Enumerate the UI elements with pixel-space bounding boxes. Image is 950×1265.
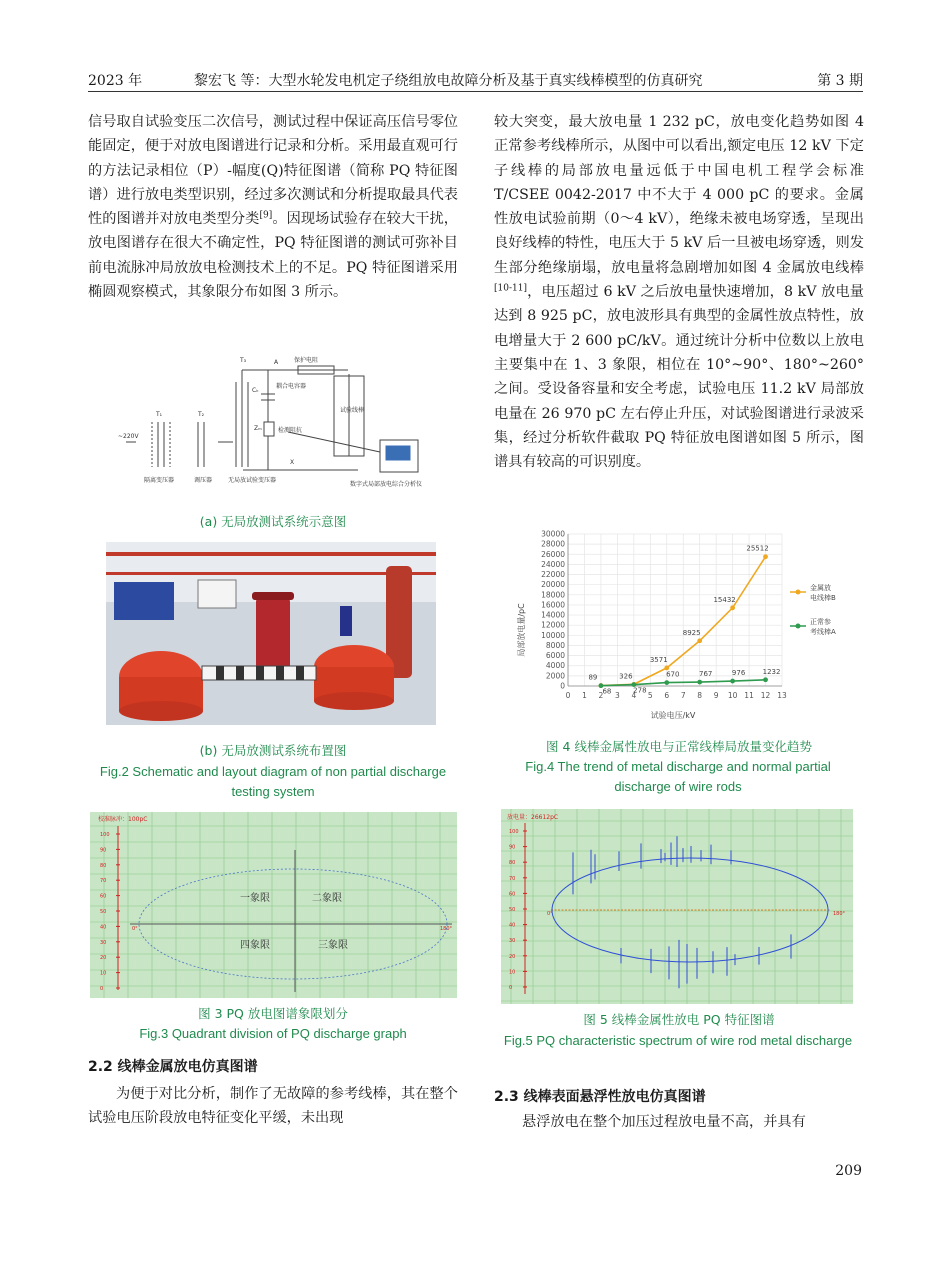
section-2-3-heading: 2.3 线棒表面悬浮性放电仿真图谱 xyxy=(494,1089,706,1105)
fig3-title: 校准脉冲：100pC xyxy=(98,816,148,823)
fig3-ytick: 30 xyxy=(100,939,107,946)
fig5-ytick: 70 xyxy=(509,875,516,882)
chart-ytick: 24000 xyxy=(541,559,565,569)
chart-ylabel: 局部放电量/pC xyxy=(517,603,526,657)
data-label: 25512 xyxy=(746,544,769,553)
chart-ytick: 16000 xyxy=(541,600,565,610)
chart-xtick: 5 xyxy=(647,691,653,700)
fig3-ytick: 90 xyxy=(100,847,107,854)
data-label: 976 xyxy=(731,669,746,678)
label-t1: T₁ xyxy=(156,411,163,418)
chart-ytick: 14000 xyxy=(541,610,565,620)
page-number: 209 xyxy=(835,1163,862,1179)
label-zm: Zₘ xyxy=(254,425,262,432)
chart-ytick: 18000 xyxy=(541,590,565,600)
data-label: 15432 xyxy=(713,595,736,604)
chart-xtick: 3 xyxy=(614,691,620,700)
label-a: A xyxy=(274,359,279,366)
fig4-caption-en: Fig.4 The trend of metal discharge and normal partial discharge of wire rods xyxy=(525,759,831,794)
fig5-pq-spectrum xyxy=(501,809,853,1004)
fig5-ytick: 90 xyxy=(509,844,516,851)
header-year: 2023 年 xyxy=(88,73,143,89)
chart-ytick: 30000 xyxy=(541,529,565,539)
chart-xtick: 11 xyxy=(744,691,754,700)
chart-xtick: 13 xyxy=(777,691,787,700)
citation-ref: [9] xyxy=(259,210,273,221)
fig3-ytick: 80 xyxy=(100,862,107,869)
label-t3: T₃ xyxy=(240,357,247,364)
data-point xyxy=(697,680,702,685)
data-label: 326 xyxy=(619,672,633,681)
chart-ytick: 6000 xyxy=(545,651,565,661)
quadrant-2-label: 二象限 xyxy=(312,893,342,904)
left-intro-paragraph: 信号取自试验变压二次信号，测试过程中保证高压信号零位能固定，便于对放电图谱进行记录和分析。采用最直观可行的方法记录相位（P）-幅度(Q)特征图谱（简称 PQ 特征图谱）进行放电类型识别，经过多次测试和分析提取最具代表性的图谱并对放电类型分类[9]。因现场试验存在较大干扰，放电图谱存在很大不确定性，PQ 特征图谱的测试可弥补目前电流脉冲局放放电检测技术上的不足。PQ 特征图谱采用椭圆观察模式，其象限分布如图 3 所示。 xyxy=(88,114,458,301)
fig3-caption-en: Fig.3 Quadrant division of PQ discharge graph xyxy=(139,1026,407,1041)
data-label: 670 xyxy=(666,670,680,679)
running-header xyxy=(88,66,863,92)
label-detect: 检测阻抗 xyxy=(278,427,303,434)
data-label: 3571 xyxy=(649,655,668,664)
fig2b-caption: (b) 无局放测试系统布置图 xyxy=(199,743,347,758)
label-nopd: 无局放试验变压器 xyxy=(228,477,277,484)
fig4-line-chart xyxy=(510,526,860,726)
data-label: 89 xyxy=(588,673,598,682)
lab-photo-illustration xyxy=(106,542,436,725)
data-label: 1232 xyxy=(762,667,781,676)
legend-normal-line1: 正常参 xyxy=(810,618,831,626)
chart-ytick: 10000 xyxy=(541,630,565,640)
label-cap: 耦合电容器 xyxy=(276,383,307,390)
chart-ytick: 22000 xyxy=(541,570,565,580)
fig4-caption-cn: 图 4 线棒金属性放电与正常线棒局放量变化趋势 xyxy=(546,739,812,754)
chart-xtick: 2 xyxy=(598,691,604,700)
fig5-ytick: 60 xyxy=(509,891,516,898)
fig5-ytick: 100 xyxy=(509,829,519,835)
chart-ytick: 2000 xyxy=(545,671,565,681)
chart-xlabel: 试验电压/kV xyxy=(650,711,696,720)
fig3-ytick: 60 xyxy=(100,893,107,900)
fig5-ytick: 50 xyxy=(509,907,516,913)
chart-xtick: 0 xyxy=(565,691,571,700)
fig4-chart xyxy=(510,526,860,726)
schematic-diagram xyxy=(118,352,444,502)
header-title: 黎宏飞 等：大型水轮发电机定子绕组放电故障分析及基于真实线棒模型的仿真研究 xyxy=(194,73,703,89)
data-point xyxy=(664,680,669,685)
citation-ref-2: [10-11] xyxy=(494,283,527,294)
fig5-ytick: 80 xyxy=(509,860,516,867)
label-t2: T₂ xyxy=(198,411,205,418)
label-sample: 试验线棒 xyxy=(340,407,365,414)
legend-metal-line2: 电线棒B xyxy=(810,594,836,602)
header-issue: 第 3 期 xyxy=(817,73,863,89)
right-bottom-paragraph: 悬浮放电在整个加压过程放电量不高，并具有 xyxy=(522,1114,806,1130)
chart-ytick: 28000 xyxy=(541,539,565,549)
chart-xtick: 8 xyxy=(697,691,703,700)
fig3-ytick: 10 xyxy=(100,970,107,977)
fig3-ytick: 70 xyxy=(100,878,107,885)
fig3-ytick: 0 xyxy=(100,986,104,992)
data-point xyxy=(664,666,669,671)
quadrant-3-label: 三象限 xyxy=(318,940,348,951)
fig5-title: 放电量：26612pC xyxy=(507,814,559,821)
label-protect-r: 保护电阻 xyxy=(294,357,319,364)
section-2-2-heading: 2.2 线棒金属放电仿真图谱 xyxy=(88,1059,258,1075)
fig5-ytick: 40 xyxy=(509,922,516,929)
left-bottom-paragraph: 为便于对比分析，制作了无故障的参考线棒，其在整个试验电压阶段放电特征变化平缓，未出现 xyxy=(88,1086,458,1127)
chart-ytick: 4000 xyxy=(545,661,565,671)
chart-ytick: 12000 xyxy=(541,620,565,630)
chart-xtick: 6 xyxy=(664,691,670,700)
label-220v: ~220V xyxy=(118,433,139,440)
data-label: 68 xyxy=(602,687,612,696)
label-x: X xyxy=(290,459,295,466)
data-label: 278 xyxy=(633,686,647,695)
data-point xyxy=(730,679,735,684)
chart-xtick: 1 xyxy=(582,691,587,700)
data-point xyxy=(763,677,768,682)
fig3-ytick: 100 xyxy=(100,832,110,838)
chart-ytick: 0 xyxy=(560,681,565,691)
fig2a-schematic xyxy=(118,352,444,502)
fig5-ytick: 0 xyxy=(509,985,513,991)
fig5-x0: 0° xyxy=(547,911,553,917)
fig5-ytick: 20 xyxy=(509,953,516,960)
fig2b-photo xyxy=(106,542,436,725)
quadrant-4-label: 四象限 xyxy=(240,940,270,951)
fig5-ytick: 10 xyxy=(509,969,516,976)
fig3-x180: 180° xyxy=(440,926,453,932)
data-point xyxy=(697,638,702,643)
fig2-caption-en: Fig.2 Schematic and layout diagram of non partial discharge testing system xyxy=(99,764,447,799)
fig3-ytick: 40 xyxy=(100,924,107,931)
fig2a-caption: (a) 无局放测试系统示意图 xyxy=(199,514,347,529)
chart-ytick: 20000 xyxy=(541,580,565,590)
fig5-caption-cn: 图 5 线棒金属性放电 PQ 特征图谱 xyxy=(583,1012,775,1027)
label-regulate: 调压器 xyxy=(194,477,213,484)
chart-xtick: 4 xyxy=(631,691,637,700)
label-ck: Cₖ xyxy=(252,387,259,394)
pq-quadrant-graph xyxy=(90,812,457,998)
quadrant-1-label: 一象限 xyxy=(240,893,270,904)
chart-ytick: 8000 xyxy=(545,640,565,650)
chart-xtick: 9 xyxy=(713,691,719,700)
fig3-caption-cn: 图 3 PQ 放电图谱象限划分 xyxy=(198,1006,348,1021)
fig5-x180: 180° xyxy=(833,911,846,917)
fig3-x0: 0° xyxy=(132,926,138,932)
chart-xtick: 12 xyxy=(760,691,771,700)
chart-xtick: 10 xyxy=(727,691,738,700)
data-label: 8925 xyxy=(682,628,701,637)
data-label: 767 xyxy=(699,670,713,679)
data-point xyxy=(763,554,768,559)
fig3-ytick: 50 xyxy=(100,909,107,915)
legend-metal-line1: 金属放 xyxy=(810,584,831,592)
fig5-caption-en: Fig.5 PQ characteristic spectrum of wire rod metal discharge xyxy=(503,1033,853,1048)
right-main-paragraph: 较大突变，最大放电量 1 232 pC，放电变化趋势如图 4 正常参考线棒所示，从图中可以看出,额定电压 12 kV 下定子线棒的局部放电量远低于中国电机工程学会标准 T/CSEE 0042-2017 中不大于 4 000 pC 的要求。金属性放电试验前期（0～4 kV），绝缘未被电场穿透，呈现出良好线棒的特性，电压大于 5 kV 后一旦被电场穿透，则发生部分绝缘崩塌，放电量将急剧增加如图 4 金属放电线棒[10-11]，电压超过 6 kV 之后放电量快速增加，8 kV 放电量达到 8 925 pC，放电波形具有典型的金属性放点特性，放电增量大于 2 600 pC/kV。通过统计分析中位数以上放电主要集中在 1、3 象限，相位在 10°~90°、180°~260°之间。受设备容量和安全考虑，试验电压 11.2 kV 局部放电量在 26 970 pC 左右停止升压，对试验图谱进行录波采集，经过分析软件截取 PQ 特征放电图谱如图 5 所示，图谱具有较高的可识别度。 xyxy=(494,114,864,471)
fig3-ytick: 20 xyxy=(100,955,107,962)
chart-ytick: 26000 xyxy=(541,549,565,559)
fig5-ytick: 30 xyxy=(509,938,516,945)
label-isolate: 隔离变压器 xyxy=(144,477,175,484)
chart-xtick: 7 xyxy=(680,691,686,700)
label-analyzer: 数字式局部放电综合分析仪 xyxy=(350,481,423,488)
legend-normal-line2: 考线棒A xyxy=(810,628,836,636)
pq-spectrum-graph xyxy=(501,809,853,1004)
fig3-pq-quadrant xyxy=(90,812,457,998)
data-point xyxy=(730,605,735,610)
